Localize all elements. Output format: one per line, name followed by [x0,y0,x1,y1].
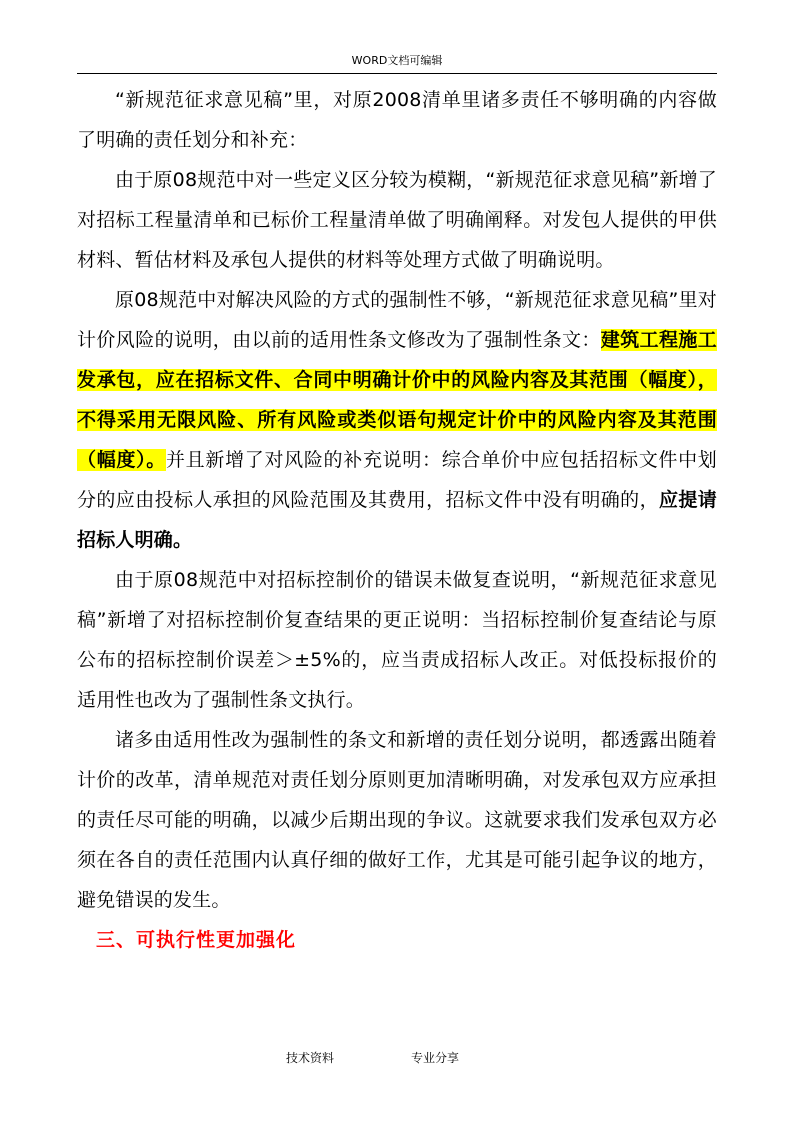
header-divider [77,73,717,74]
highlighted-mandatory-clause: 建筑工程施工发承包，应在招标文件、合同中明确计价中的风险内容及其范围（幅度），不得采用无限风险、所有风险或类似语句规定计价中的风险内容及其范围（幅度）。 [77,329,717,471]
footer-right-text: 专业分享 [411,1051,460,1065]
header-text: WORD文档可编辑 [351,54,443,67]
paragraph-3-supplement: 并且新增了对风险的补充说明：综合单价中应包括招标文件中划分的应由投标人承担的风险范围及其费用，招标文件中没有明确的， [77,449,717,511]
paragraph-5: 诸多由适用性改为强制性的条文和新增的责任划分说明，都透露出随着计价的改革，清单规范对责任划分原则更加清晰明确，对发承包双方应承担的责任尽可能的明确，以减少后期出现的争议。这就要求我们发承包双方必须在各自的责任范围内认真仔细的做好工作，尤其是可能引起争议的地方，避免错误的发生。 [77,729,717,911]
page-header [77,54,717,68]
paragraph-4: 由于原08规范中对招标控制价的错误未做复查说明，“新规范征求意见稿”新增了对招标控制价复查结果的更正说明：当招标控制价复查结论与原公布的招标控制价误差＞±5%的，应当责成招标人改正。对低投标报价的适用性也改为了强制性条文执行。 [77,569,717,711]
paragraph-1: “新规范征求意见稿”里，对原2008清单里诸多责任不够明确的内容做了明确的责任划分和补充： [77,89,717,151]
document-body [77,80,717,960]
section-heading: 三、可执行性更加强化 [96,929,297,951]
paragraph-2: 由于原08规范中对一些定义区分较为模糊，“新规范征求意见稿”新增了对招标工程量清单和已标价工程量清单做了明确阐释。对发包人提供的甲供材料、暂估材料及承包人提供的材料等处理方式做了明确说明。 [77,169,717,271]
paragraph-3 [77,280,717,560]
paragraph-3-bold-ending: 应提请招标人明确。 [77,489,717,551]
footer-left-text: 技术资料 [286,1051,335,1065]
paragraph-3-intro: 原08规范中对解决风险的方式的强制性不够，“新规范征求意见稿”里对计价风险的说明，由以前的适用性条文修改为了强制性条文： [77,289,717,351]
